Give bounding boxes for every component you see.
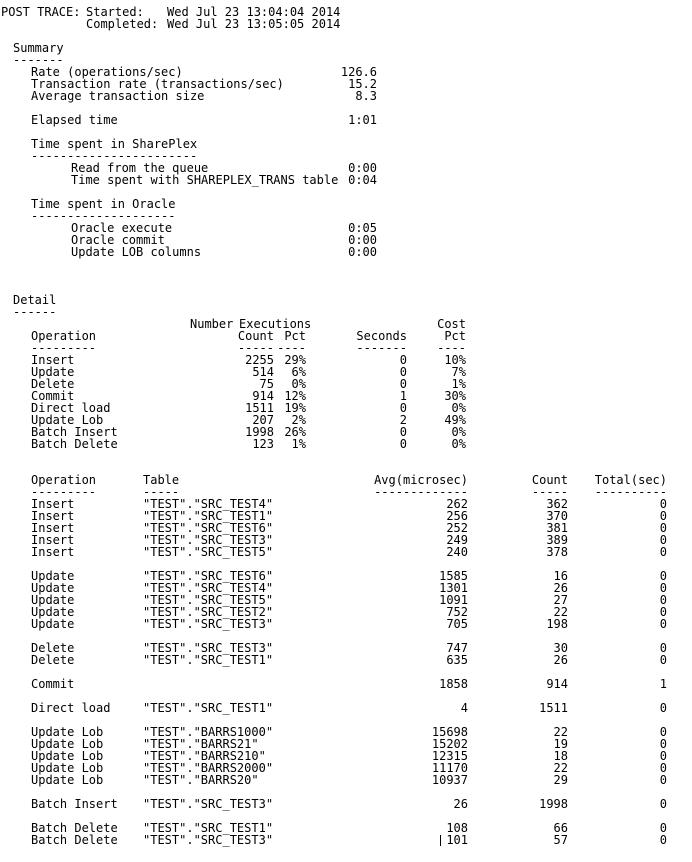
text-line: [0, 702, 692, 714]
cell-table-name: "TEST"."SRC_TEST3": [143, 797, 274, 811]
cell-count: 123: [252, 437, 274, 451]
metric-label: Read from the queue: [71, 161, 209, 175]
metric-value: 15.2: [348, 77, 377, 91]
metric-label: Oracle execute: [71, 221, 173, 235]
text-line: [0, 282, 692, 294]
completed-timestamp: Wed Jul 23 13:05:05 2014: [167, 17, 341, 31]
cell-operation: Batch Delete: [31, 833, 118, 847]
cell-cost-pct: 1%: [451, 377, 466, 391]
cell-cost-pct: 0%: [451, 437, 466, 451]
text-line: [0, 666, 692, 678]
text-line: [0, 510, 692, 522]
cell-count: 27: [553, 593, 568, 607]
cell-operation: Update: [31, 581, 75, 595]
text-line: [0, 330, 692, 342]
cell-operation: Commit: [31, 389, 75, 403]
cell-table-name: "TEST"."SRC_TEST4": [143, 497, 274, 511]
text-line: [0, 714, 692, 726]
cell-count: 1998: [539, 797, 568, 811]
cell-avg: 1858: [439, 677, 468, 691]
cell-table-name: "TEST"."SRC_TEST5": [143, 593, 274, 607]
cell-count: 362: [546, 497, 568, 511]
cell-count: 370: [546, 509, 568, 523]
cell-pct: 29%: [284, 353, 306, 367]
cell-table-name: "TEST"."SRC_TEST1": [143, 653, 274, 667]
cell-total: 0: [659, 497, 667, 511]
cell-pct: 2%: [291, 413, 306, 427]
cell-count: 2255: [245, 353, 274, 367]
text-line: [0, 366, 692, 378]
cell-avg: 10937: [431, 773, 468, 787]
text-line: [0, 738, 692, 750]
cell-operation: Commit: [31, 677, 75, 691]
text-line: [0, 642, 692, 654]
started-label: Started:: [86, 5, 144, 19]
cell-avg: 240: [446, 545, 468, 559]
column-underline: ----: [437, 341, 466, 355]
cell-total: 0: [659, 749, 667, 763]
text-line: [0, 18, 692, 30]
cell-table-name: "TEST"."SRC_TEST5": [143, 545, 274, 559]
cell-seconds: 2: [399, 413, 407, 427]
cell-operation: Update Lob: [31, 749, 104, 763]
cell-table-name: "TEST"."BARRS20": [143, 773, 259, 787]
report-body: [0, 30, 692, 846]
text-line: [0, 354, 692, 366]
cell-table-name: "TEST"."SRC_TEST6": [143, 569, 274, 583]
cell-total: 0: [659, 797, 667, 811]
cell-total: 0: [659, 593, 667, 607]
started-timestamp: Wed Jul 23 13:04:04 2014: [167, 5, 341, 19]
text-line: [0, 618, 692, 630]
cell-avg: 4: [460, 701, 468, 715]
text-line: [0, 762, 692, 774]
cell-avg: 1301: [439, 581, 468, 595]
heading-underline: --------------------: [31, 209, 176, 223]
cell-cost-pct: 49%: [444, 413, 466, 427]
subsection-heading: Time spent in SharePlex: [31, 137, 198, 151]
cell-operation: Batch Insert: [31, 797, 118, 811]
cell-cost-pct: 0%: [451, 425, 466, 439]
cell-count: 29: [553, 773, 568, 787]
metric-value: 0:05: [348, 221, 377, 235]
cell-table-name: "TEST"."SRC_TEST1": [143, 821, 274, 835]
cell-operation: Delete: [31, 653, 75, 667]
text-line: [0, 42, 692, 54]
cell-operation: Update: [31, 617, 75, 631]
cell-cost-pct: 7%: [451, 365, 466, 379]
cell-count: 18: [553, 749, 568, 763]
text-line: [0, 798, 692, 810]
text-line: [0, 294, 692, 306]
section-heading: Summary: [13, 41, 64, 55]
cell-table-name: "TEST"."SRC_TEST4": [143, 581, 274, 595]
column-underline: ----------: [594, 485, 667, 499]
cell-operation: Delete: [31, 377, 75, 391]
cell-total: 0: [659, 701, 667, 715]
cell-table-name: "TEST"."SRC_TEST3": [143, 641, 274, 655]
cell-total: 0: [659, 605, 667, 619]
cell-table-name: "TEST"."SRC_TEST3": [143, 833, 274, 847]
section-heading: Detail: [13, 293, 57, 307]
heading-underline: -----------------------: [31, 149, 198, 163]
metric-value: 0:00: [348, 161, 377, 175]
text-line: [0, 498, 692, 510]
cell-operation: Batch Insert: [31, 425, 118, 439]
cell-avg: 256: [446, 509, 468, 523]
column-header: Number: [190, 317, 234, 331]
text-line: [0, 90, 692, 102]
cell-count: 26: [553, 653, 568, 667]
column-underline: -----: [237, 341, 274, 355]
cell-table-name: "TEST"."BARRS210": [143, 749, 266, 763]
cell-operation: Insert: [31, 353, 75, 367]
cell-avg: 12315: [431, 749, 468, 763]
cell-count: 22: [553, 725, 568, 739]
completed-label: Completed:: [86, 17, 159, 31]
text-line: [0, 450, 692, 462]
cell-pct: 1%: [291, 437, 306, 451]
cell-avg: 752: [446, 605, 468, 619]
cell-seconds: 0: [399, 353, 407, 367]
subsection-heading: Time spent in Oracle: [31, 197, 176, 211]
column-underline: -------: [356, 341, 407, 355]
metric-label: Oracle commit: [71, 233, 165, 247]
text-line: [0, 606, 692, 618]
cell-avg: 1585: [439, 569, 468, 583]
cell-avg: 15202: [431, 737, 468, 751]
cell-total: 0: [659, 545, 667, 559]
cell-avg: 101: [0, 834, 468, 846]
column-header: Count: [531, 473, 568, 487]
text-line: [0, 378, 692, 390]
cell-count: 16: [553, 569, 568, 583]
text-line: [0, 438, 692, 450]
metric-value: 0:00: [348, 245, 377, 259]
cell-count: 66: [553, 821, 568, 835]
cell-operation: Batch Delete: [31, 437, 118, 451]
cell-table-name: "TEST"."SRC_TEST3": [143, 617, 274, 631]
cell-operation: Update: [31, 569, 75, 583]
cell-avg: 15698: [431, 725, 468, 739]
cell-operation: Update Lob: [31, 773, 104, 787]
cell-count: 914: [252, 389, 274, 403]
cell-operation: Update Lob: [31, 725, 104, 739]
cell-pct: 0%: [291, 377, 306, 391]
cell-operation: Update Lob: [31, 761, 104, 775]
text-line: [0, 30, 692, 42]
cell-table-name: "TEST"."BARRS21": [143, 737, 259, 751]
text-line: [0, 582, 692, 594]
cell-count: 19: [553, 737, 568, 751]
text-line: [0, 678, 692, 690]
cell-total: 0: [659, 725, 667, 739]
cell-count: 514: [252, 365, 274, 379]
text-line: [0, 258, 692, 270]
text-line: [0, 318, 692, 330]
cell-table-name: "TEST"."SRC_TEST1": [143, 509, 274, 523]
text-line: [0, 402, 692, 414]
text-line: [0, 834, 692, 846]
cell-table-name: "TEST"."SRC_TEST6": [143, 521, 274, 535]
text-line: [0, 114, 692, 126]
metric-value: 8.3: [355, 89, 377, 103]
cell-count: 1998: [245, 425, 274, 439]
text-line: [0, 174, 692, 186]
metric-label: Transaction rate (transactions/sec): [31, 77, 284, 91]
text-line: [0, 774, 692, 786]
cell-cost-pct: 0%: [451, 401, 466, 415]
cell-operation: Batch Delete: [31, 821, 118, 835]
cell-table-name: "TEST"."BARRS1000": [143, 725, 274, 739]
column-underline: -----: [531, 485, 568, 499]
column-underline: ---------: [31, 341, 97, 355]
text-line: [0, 474, 692, 486]
cell-seconds: 0: [399, 377, 407, 391]
text-line: [0, 486, 692, 498]
text-line: [0, 342, 692, 354]
cell-seconds: 0: [399, 401, 407, 415]
text-line: [0, 630, 692, 642]
cell-table-name: "TEST"."BARRS2000": [143, 761, 274, 775]
cell-total: 0: [659, 737, 667, 751]
cell-pct: 19%: [284, 401, 306, 415]
cell-avg: 635: [446, 653, 468, 667]
cell-count: 30: [553, 641, 568, 655]
report-title: POST TRACE:: [1, 5, 81, 19]
cell-count: 22: [553, 761, 568, 775]
cell-operation: Insert: [31, 545, 75, 559]
cell-operation: Insert: [31, 509, 75, 523]
cell-total: 0: [659, 581, 667, 595]
metric-label: Elapsed time: [31, 113, 118, 127]
column-underline: -----: [143, 485, 180, 499]
cell-operation: Update Lob: [31, 737, 104, 751]
text-line: [0, 570, 692, 582]
text-line: [0, 546, 692, 558]
column-header: Operation: [31, 329, 97, 343]
column-header: Cost: [437, 317, 466, 331]
cell-seconds: 0: [399, 365, 407, 379]
cell-count: 198: [546, 617, 568, 631]
cell-total: 0: [659, 761, 667, 775]
cell-seconds: 0: [399, 425, 407, 439]
cell-total: 0: [659, 617, 667, 631]
column-header: Count: [237, 329, 274, 343]
cell-avg: 252: [446, 521, 468, 535]
cell-avg: 108: [446, 821, 468, 835]
cell-total: 0: [659, 641, 667, 655]
cell-total: 0: [659, 653, 667, 667]
metric-label: Average transaction size: [31, 89, 205, 103]
cell-table-name: "TEST"."SRC_TEST3": [143, 533, 274, 547]
cell-operation: Update: [31, 365, 75, 379]
cell-count: 22: [553, 605, 568, 619]
cell-operation: Direct load: [31, 701, 111, 715]
cell-pct: 6%: [291, 365, 306, 379]
column-header: Total(sec): [594, 473, 667, 487]
metric-value: 126.6: [340, 65, 377, 79]
cell-avg: 1091: [439, 593, 468, 607]
text-line: [0, 750, 692, 762]
cell-seconds: 0: [399, 437, 407, 451]
cell-total: 0: [659, 509, 667, 523]
column-header: Avg(microsec): [374, 473, 468, 487]
cell-total: 0: [659, 521, 667, 535]
heading-underline: -------: [13, 53, 64, 67]
cell-avg: 26: [453, 797, 468, 811]
cell-pct: 12%: [284, 389, 306, 403]
metric-value: 1:01: [348, 113, 377, 127]
cell-pct: 26%: [284, 425, 306, 439]
cell-total: 0: [659, 821, 667, 835]
column-header: Executions: [239, 317, 312, 331]
text-line: [0, 594, 692, 606]
cell-operation: Insert: [31, 533, 75, 547]
cell-total: 0: [659, 533, 667, 547]
column-header: Operation: [31, 473, 97, 487]
cell-count: 26: [553, 581, 568, 595]
text-line: [0, 522, 692, 534]
cell-count: 1511: [245, 401, 274, 415]
text-line: [0, 558, 692, 570]
text-line: [0, 726, 692, 738]
heading-underline: ------: [13, 305, 57, 319]
cell-count: 207: [252, 413, 274, 427]
cell-count: 914: [546, 677, 568, 691]
cell-operation: Insert: [31, 497, 75, 511]
cell-count: 57: [553, 833, 568, 847]
cell-operation: Update: [31, 605, 75, 619]
column-header: Seconds: [356, 329, 407, 343]
cell-count: 389: [546, 533, 568, 547]
cell-total: 0: [659, 773, 667, 787]
column-underline: -------------: [374, 485, 468, 499]
cell-seconds: 1: [399, 389, 407, 403]
cell-total: 0: [659, 569, 667, 583]
text-line: [0, 246, 692, 258]
column-header: Table: [143, 473, 180, 487]
cell-count: 75: [259, 377, 274, 391]
text-line: [0, 534, 692, 546]
text-line: [0, 654, 692, 666]
metric-label: Time spent with SHAREPLEX_TRANS table: [71, 173, 339, 187]
cell-avg: 747: [446, 641, 468, 655]
column-underline: ---------: [31, 485, 97, 499]
cell-operation: Direct load: [31, 401, 111, 415]
metric-label: Rate (operations/sec): [31, 65, 183, 79]
cell-cost-pct: 10%: [444, 353, 466, 367]
cell-operation: Delete: [31, 641, 75, 655]
cell-count: 381: [546, 521, 568, 535]
cell-avg: 249: [446, 533, 468, 547]
cell-cost-pct: 30%: [444, 389, 466, 403]
cell-operation: Update: [31, 593, 75, 607]
text-line: [0, 270, 692, 282]
cell-count: 378: [546, 545, 568, 559]
cell-operation: Update Lob: [31, 413, 104, 427]
cell-total: 1: [659, 677, 667, 691]
cell-avg: 262: [446, 497, 468, 511]
cell-avg: 705: [446, 617, 468, 631]
cell-avg: 11170: [431, 761, 468, 775]
cell-table-name: "TEST"."SRC_TEST1": [143, 701, 274, 715]
cell-total: 0: [659, 833, 667, 847]
metric-label: Update LOB columns: [71, 245, 202, 259]
column-underline: ----: [277, 341, 306, 355]
cell-count: 1511: [539, 701, 568, 715]
text-line: [0, 462, 692, 474]
cell-table-name: "TEST"."SRC_TEST2": [143, 605, 274, 619]
metric-value: 0:00: [348, 233, 377, 247]
column-header: Pct: [284, 329, 306, 343]
text-line: [0, 306, 692, 318]
column-header: Pct: [444, 329, 466, 343]
cell-operation: Insert: [31, 521, 75, 535]
metric-value: 0:04: [348, 173, 377, 187]
